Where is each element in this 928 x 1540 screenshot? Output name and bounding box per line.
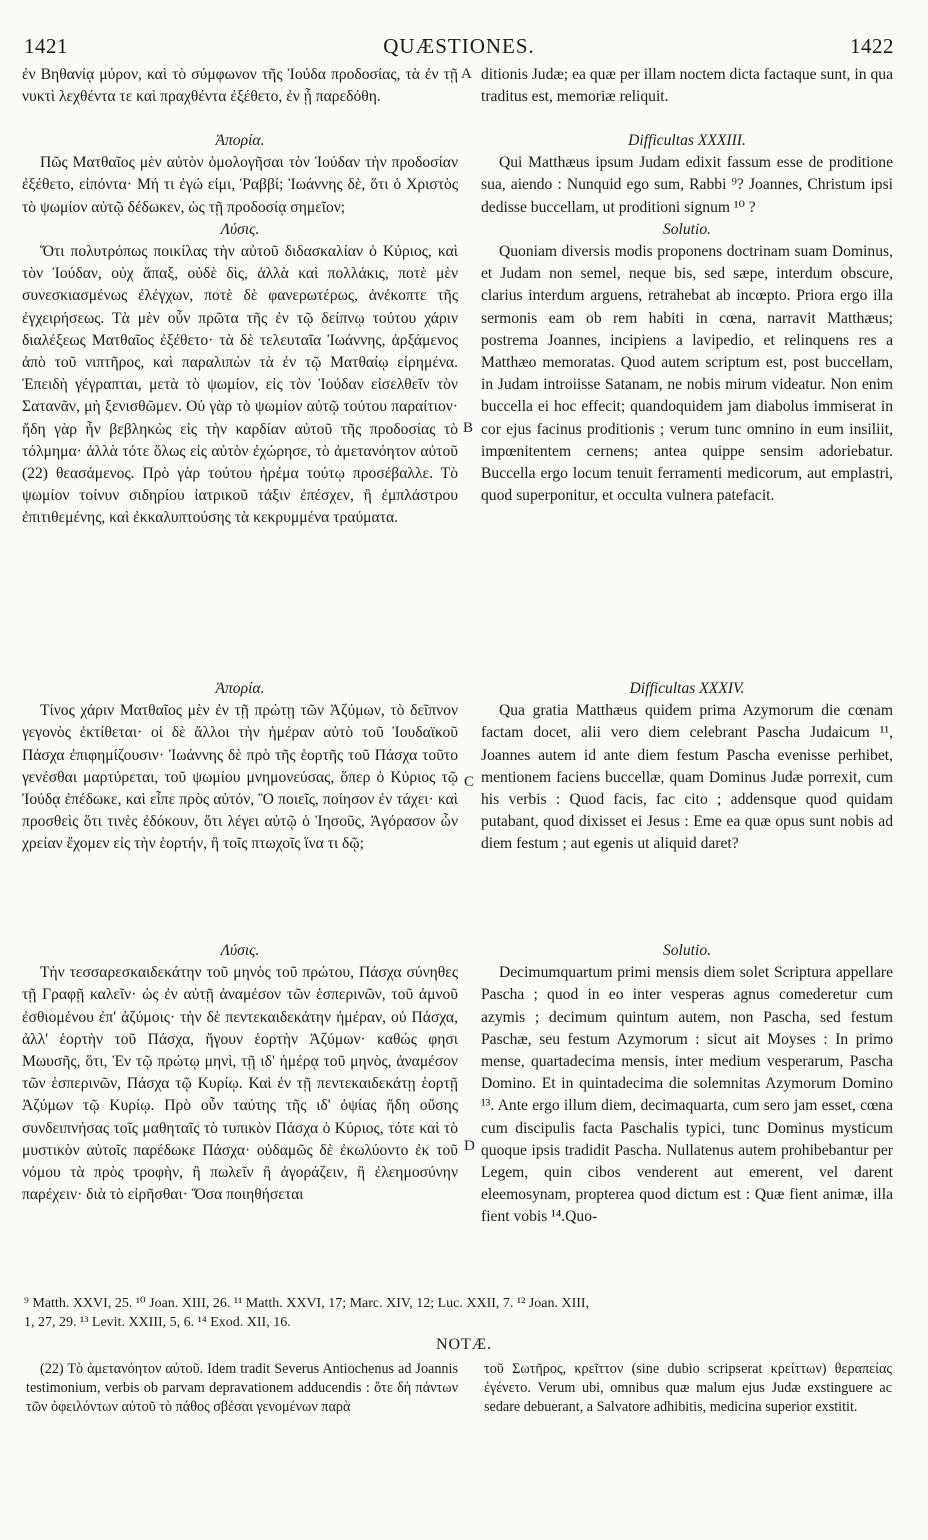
- greek-opening-text: ἐν Βηθανίᾳ μύρον, καὶ τὸ σύμφωνον τῆς Ἰούδα προδοσίας, τὰ ἐν τῇ νυκτὶ λεχθέντα τε καὶ πραχθέντα ἐξέθετο, ἐν ᾗ παρεδόθη.: [22, 66, 458, 106]
- latin-q33-solution-text: Quoniam diversis modis proponens doctrinam suam Dominus, et Judam non semel, neque bis, sed sæpe, interdum obscure, clarius interdum arguens, retrahebat ab incœpto. Priora ergo illa sermonis eam ob rem habiti in cœna, narravit Matthæus; postrema Joannes, incipiens a lavipedio, et relinquens res a Matthæo memoratas. Quod autem scriptum est, post buccellam, in Judam introiisse Satanam, ne nobis mirum videatur. Non enim buccella ei hoc effecit; quandoquidem jam diabolus immiserat in cor ejus facinus proditionis ; verum tunc omnino in eum insiliit, impœnitentem cernens; antea quippe sensim adoriebatur. Buccella ergo locum tenuit ferramenti medicorum, aut emplastri, quod superponitur, et occulta vulnera patefacit.: [481, 243, 893, 505]
- latin-q34-solution-text: Decimumquartum primi mensis diem solet Scriptura appellare Pascha ; quod in eo inter vesperas agnus comederetur cum azymis ; decimum quintum autem, non Pascha, sed festum Paschæ, seu festum Azymorum : sicut ait Moyses : In primo mense, quartadecima mensis, inter medium vesperarum, Pascha Domino. Et in quintadecima die solemnitas Azymorum Domino ¹³. Ante ergo illum diem, decimaquarta, cum sero jam esset, cœna cum discipulis facta Paschalis typici, tunc Dominus mysticum quoque ipsis tradidit Pascha. Nullatenus autem prohibebantur per Legem, quin cibos venderent aut emerent, vel darent eleemosynam, propterea quod dictum est : Quæ fient animæ, illa fient vobis ¹⁴.Quo-: [481, 964, 893, 1226]
- latin-opening-text: ditionis Judæ; ea quæ per illam noctem dicta factaque sunt, in qua traditus est, memoriæ reliquit.: [481, 66, 893, 106]
- footnotes: [24, 1294, 904, 1332]
- latin-q34-section: [481, 678, 893, 856]
- footnote-line-2: 1, 27, 29. ¹³ Levit. XXIII, 5, 6. ¹⁴ Exod. XII, 16.: [24, 1315, 291, 1330]
- running-title: QUÆSTIONES.: [383, 34, 535, 58]
- margin-marker-d: D: [464, 1138, 475, 1154]
- margin-marker-a: A: [461, 66, 472, 82]
- greek-q34-solution-text: Τὴν τεσσαρεσκαιδεκάτην τοῦ μηνὸς τοῦ πρώτου, Πάσχα σύνηθες τῇ Γραφῇ καλεῖν· ὡς ἐν αὐτῇ ἀναμέσον τῶν ἑσπερινῶν, τοῦ ἀμνοῦ ἐσθιομένου ἐπ' ἀζύμοις· τὴν δὲ πεντεκαιδεκάτην ἡμέραν, οὐ Πάσχα, ἀλλ' ἑορτὴν τοῦ Πάσχα, ἤγουν ἑορτὴν Ἀζύμων· καθώς φησι Μωυσῆς, ὅτι, Ἐν τῷ πρώτῳ μηνὶ, τῇ ιδ' ἡμέρᾳ τοῦ μηνὸς, ἀναμέσον τῶν ἑσπερινῶν, Πάσχα τῷ Κυρίῳ. Καὶ ἐν τῇ πεντεκαιδεκάτῃ ἑορτῇ Ἀζύμων τῷ Κυρίῳ. Πρὸ οὖν ταύτης τῆς ιδ' ὀψίας ἤδη οὔσης συνδειπνήσας τοῖς μαθηταῖς τὸ τυπικὸν Πάσχα ὁ Κύριος, τότε καὶ τὸ μυστικὸν αὐτοῖς παρέδωκε Πάσχα· οὐδαμῶς δὲ ἐκωλύοντο ἐκ τοῦ νόμου τὰ πρὸς τροφὴν, ἢ πωλεῖν ἢ ἀγοράζειν, ἢ ἐλεημοσύνην παρέχειν· διὰ τὸ εἰρῆσθαι· Ὅσα ποιηθήσεται: [22, 964, 458, 1204]
- margin-marker-c: C: [464, 774, 475, 790]
- right-column-number: 1422: [850, 34, 894, 58]
- greek-q33-section: [22, 130, 458, 530]
- greek-q34-solution-section: [22, 940, 458, 1206]
- latin-opening-section: [481, 64, 893, 108]
- notae-title: NOTÆ.: [435, 1336, 493, 1353]
- latin-q33-text: Qui Matthæus ipsum Judam edixit fassum esse de proditione sua, aiendo : Nunquid ego sum, Rabbi ⁹? Joannes, Christum ipsi dedisse buccellam, ut proditioni signum ¹⁰ ?: [481, 154, 893, 216]
- latin-q34-solution-section: [481, 940, 893, 1229]
- greek-q34-section: [22, 678, 458, 856]
- left-column-number: 1421: [24, 34, 68, 58]
- latin-q34-solution-heading: Solutio.: [662, 942, 712, 959]
- latin-q33-solution-heading: Solutio.: [662, 220, 712, 238]
- greek-q33-solution-heading: Λύσις.: [220, 220, 260, 238]
- greek-q33-text: Πῶς Ματθαῖος μὲν αὐτὸν ὁμολογῆσαι τὸν Ἰούδαν τὴν προδοσίαν ἐξέθετο, εἰπόντα· Μή τι ἐγώ εἰμι, Ῥαββί; Ἰωάννης δὲ, ὅτι ὁ Χριστὸς τὸ ψωμίον αὐτῷ δέδωκεν, ὡς τῇ προδοσίᾳ σημεῖον;: [22, 154, 458, 216]
- greek-q33-heading: Ἀπορία.: [215, 132, 265, 149]
- notae-left-text: (22) Τὸ ἀμετανόητον αὐτοῦ. Idem tradit Severus Antiochenus ad Joannis testimonium, verbis ob parvam depravationem adducendis : ὅτε δὴ πάντων τῶν ὀφειλόντων αὐτοῦ τὸ πάθος σβέσαι γενομένων παρὰ: [26, 1361, 458, 1416]
- latin-q33-section: [481, 130, 893, 507]
- greek-q34-solution-heading: Λύσις.: [220, 942, 260, 959]
- footnote-line-1: ⁹ Matth. XXVI, 25. ¹⁰ Joan. XIII, 26. ¹¹ Matth. XXVI, 17; Marc. XIV, 12; Luc. XXII, 7. ¹² Joan. XIII,: [24, 1296, 590, 1311]
- margin-marker-b: B: [463, 420, 474, 436]
- page-header: [24, 34, 894, 60]
- greek-q34-heading: Ἀπορία.: [215, 680, 265, 697]
- latin-q33-heading: Difficultas XXXIII.: [628, 132, 746, 149]
- greek-opening-section: [22, 64, 458, 108]
- greek-q33-solution-text: Ὅτι πολυτρόπως ποικίλας τὴν αὐτοῦ διδασκαλίαν ὁ Κύριος, καὶ τὸν Ἰούδαν, οὐχ ἅπαξ, οὐδὲ δὶς, ἀλλὰ καὶ πολλάκις, ποτὲ μὲν συνεσκιασμένως ἐλέγχων, ποτὲ δὲ φανερωτέρως, ἀνέκοπτε τῆς ἐγχειρήσεως. Τὰ μὲν οὖν πρῶτα τῆς ἐν τῷ δείπνῳ τούτου χάριν διαλέξεως Ματθαῖος ἐξέθετο· τὰ δὲ τελευταῖα Ἰωάννης, ἀρξάμενος ἀπὸ τοῦ νιπτῆρος, καὶ παραλιπὼν τὰ ἐν τῷ Ματθαίῳ εἰρημένα. Ἐπειδὴ γέγραπται, μετὰ τὸ ψωμίον, εἰς τὸν Ἰούδαν εἰσελθεῖν τὸν Σατανᾶν, μὴ ξενισθῶμεν. Οὐ γὰρ τὸ ψωμίον αὐτῷ τούτου παραίτιον· ἤδη γὰρ ἦν βεβληκὼς εἰς τὴν καρδίαν αὐτοῦ τῆς προδοσίας τὸ τόλμημα· ἀλλὰ τότε ὅλως εἰς αὐτὸν ἐχώρησε, τὸ ἀμετανόητον αὐτοῦ (22) θεασάμενος. Πρὸ γὰρ τούτου ἠρέμα τούτῳ προσέβαλλε. Τὸ ψωμίον τοίνυν σιδηρίου ἰατρικοῦ τάξιν ἐπέσχεν, ἢ ἐμπλάστρου ἐπιτιθεμένης, καὶ ἐκκαλυπτούσης τὰ κεκρυμμένα τραύματα.: [22, 243, 458, 527]
- notae-right-text: τοῦ Σωτῆρος, κρεῖττον (sine dubio scripserat κρείττων) θεραπείας ἐγένετο. Verum ubi, omnibus quæ malum ejus Judæ exstinguere ac sedare debuerant, a Salvatore adhibitis, medicina superior exstitit.: [484, 1361, 892, 1416]
- greek-q34-text: Τίνος χάριν Ματθαῖος μὲν ἐν τῇ πρώτῃ τῶν Ἀζύμων, τὸ δεῖπνον γεγονὸς ἐκτίθεται· οἱ δὲ ἄλλοι τὴν ἡμέραν αὐτὸ τοῦ Ἰουδαϊκοῦ Πάσχα ἐπιφημίζουσιν· Ἰωάννης δὲ πρὸ τῆς ἑορτῆς τοῦ Πάσχα τοῦτο γενέσθαι μαρτύρεται, τοῦ ψωμίου μνημονεύσας, ὅπερ ὁ Κύριος τῷ Ἰούδᾳ ἐπέδωκε, καὶ εἶπε πρὸς αὐτόν, Ὃ ποιεῖς, ποίησον ἐν τάχει· καὶ προσθεὶς ὅτι τινὲς ἐδόκουν, ὅτι λέγει αὐτῷ ὁ Ἰησοῦς, Ἀγόρασον ὧν χρείαν ἔχομεν εἰς τὴν ἑορτήν, ἢ τοῖς πτωχοῖς ἵνα τι δῷ;: [22, 702, 458, 853]
- latin-q34-text: Qua gratia Matthæus quidem prima Azymorum die cœnam factam docet, alii vero diem celebrant Pascha Judaicum ¹¹, Joannes autem id ante diem festum Pascha evenisse perhibet, mentionem faciens buccellæ, quam Dominus Judæ porrexit, cum his verbis : Quod facis, fac cito ; addensque quod quidam putabant, quod dixisset ei Jesus : Eme ea quæ opus sunt nobis ad diem festum ; aut egenis ut aliquid daret?: [481, 702, 893, 853]
- notae-right-column: [484, 1360, 892, 1418]
- latin-q34-heading: Difficultas XXXIV.: [629, 680, 745, 697]
- notae-left-column: [26, 1360, 458, 1418]
